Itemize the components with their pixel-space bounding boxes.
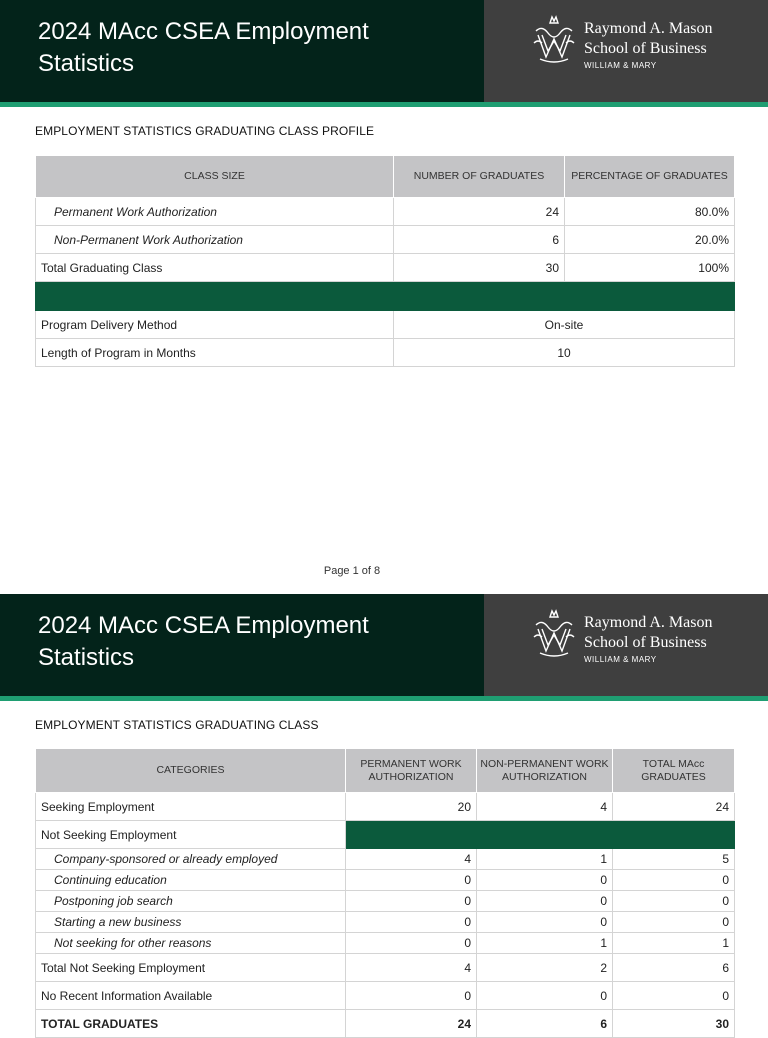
column-header: PERCENTAGE OF GRADUATES [565,156,735,198]
row-perm: 0 [346,891,477,912]
logo-line1: Raymond A. Mason [584,614,713,631]
table-row [36,982,735,1010]
report-title-line2: Statistics [38,644,135,671]
table-row [36,954,735,982]
cypher-crest-icon [528,13,580,67]
row-label: Length of Program in Months [36,339,394,367]
table-divider-row [36,282,735,311]
row-perm: 0 [346,912,477,933]
table-row [36,198,735,226]
table-row [36,339,735,367]
table-row [36,933,735,954]
row-total: 0 [613,870,735,891]
row-nonperm: 0 [477,982,613,1010]
row-nonperm: 4 [477,793,613,821]
row-total: 1 [613,933,735,954]
row-nonperm: 0 [477,870,613,891]
row-total: 30 [613,1010,735,1038]
row-label: TOTAL GRADUATES [36,1010,346,1038]
column-header: NON-PERMANENT WORK AUTHORIZATION [477,749,613,793]
column-header: CATEGORIES [36,749,346,793]
page-header [0,0,768,102]
column-header: NUMBER OF GRADUATES [394,156,565,198]
column-header: PERMANENT WORK AUTHORIZATION [346,749,477,793]
row-label: Starting a new business [36,912,346,933]
table-row [36,311,735,339]
row-nonperm: 6 [477,1010,613,1038]
row-percent: 80.0% [565,198,735,226]
report-title-line2: Statistics [38,50,135,77]
row-percent: 20.0% [565,226,735,254]
table-row [36,891,735,912]
row-label: Total Not Seeking Employment [36,954,346,982]
row-perm: 0 [346,933,477,954]
row-label: Permanent Work Authorization [36,198,394,226]
row-label: No Recent Information Available [36,982,346,1010]
row-total: 6 [613,954,735,982]
row-number: 24 [394,198,565,226]
header-accent-stripe [0,696,768,701]
table-row [36,821,735,849]
table-row [36,870,735,891]
row-nonperm: 1 [477,849,613,870]
row-label: Company-sponsored or already employed [36,849,346,870]
school-logo [484,594,768,696]
row-nonperm: 0 [477,891,613,912]
cypher-crest-icon [528,607,580,661]
table-header-row [36,749,735,793]
table-header-row [36,156,735,198]
row-perm: 0 [346,870,477,891]
section-title: EMPLOYMENT STATISTICS GRADUATING CLASS [35,718,319,732]
row-total: 24 [613,793,735,821]
row-label: Continuing education [36,870,346,891]
logo-line3: WILLIAM & MARY [584,61,657,70]
row-total: 5 [613,849,735,870]
row-percent: 100% [565,254,735,282]
page-number: Page 1 of 8 [323,565,381,577]
row-number: 30 [394,254,565,282]
school-logo [484,0,768,102]
page-header [0,594,768,696]
class-profile-table [35,155,735,367]
row-number: 6 [394,226,565,254]
row-label: Seeking Employment [36,793,346,821]
logo-line2: School of Business [584,40,707,57]
row-label: Non-Permanent Work Authorization [36,226,394,254]
row-perm: 24 [346,1010,477,1038]
logo-wordmark [584,19,712,70]
row-label: Program Delivery Method [36,311,394,339]
row-label: Postponing job search [36,891,346,912]
row-perm: 20 [346,793,477,821]
header-accent-stripe [0,102,768,107]
row-perm: 0 [346,982,477,1010]
row-value: 10 [394,339,735,367]
row-nonperm: 1 [477,933,613,954]
graduating-class-table [35,748,735,1038]
logo-line2: School of Business [584,634,707,651]
row-nonperm: 2 [477,954,613,982]
row-value: On-site [394,311,735,339]
row-perm: 4 [346,849,477,870]
table-row [36,849,735,870]
row-total: 0 [613,912,735,933]
table-row [36,912,735,933]
table-row [36,793,735,821]
table-divider-cell [346,821,735,849]
report-title-line1: 2024 MAcc CSEA Employment [38,612,369,639]
row-nonperm: 0 [477,912,613,933]
row-total: 0 [613,891,735,912]
page-2 [0,594,768,1038]
logo-wordmark [584,613,712,664]
section-title: EMPLOYMENT STATISTICS GRADUATING CLASS PROFILE [35,124,375,138]
table-row [36,254,735,282]
report-title-line1: 2024 MAcc CSEA Employment [38,18,369,45]
row-perm: 4 [346,954,477,982]
report-title [0,0,484,102]
column-header: CLASS SIZE [36,156,394,198]
row-label: Not Seeking Employment [36,821,346,849]
table-row [36,226,735,254]
row-label: Total Graduating Class [36,254,394,282]
column-header: TOTAL MAcc GRADUATES [613,749,735,793]
logo-line3: WILLIAM & MARY [584,655,657,664]
row-total: 0 [613,982,735,1010]
row-label: Not seeking for other reasons [36,933,346,954]
logo-line1: Raymond A. Mason [584,20,713,37]
report-title [0,594,484,696]
